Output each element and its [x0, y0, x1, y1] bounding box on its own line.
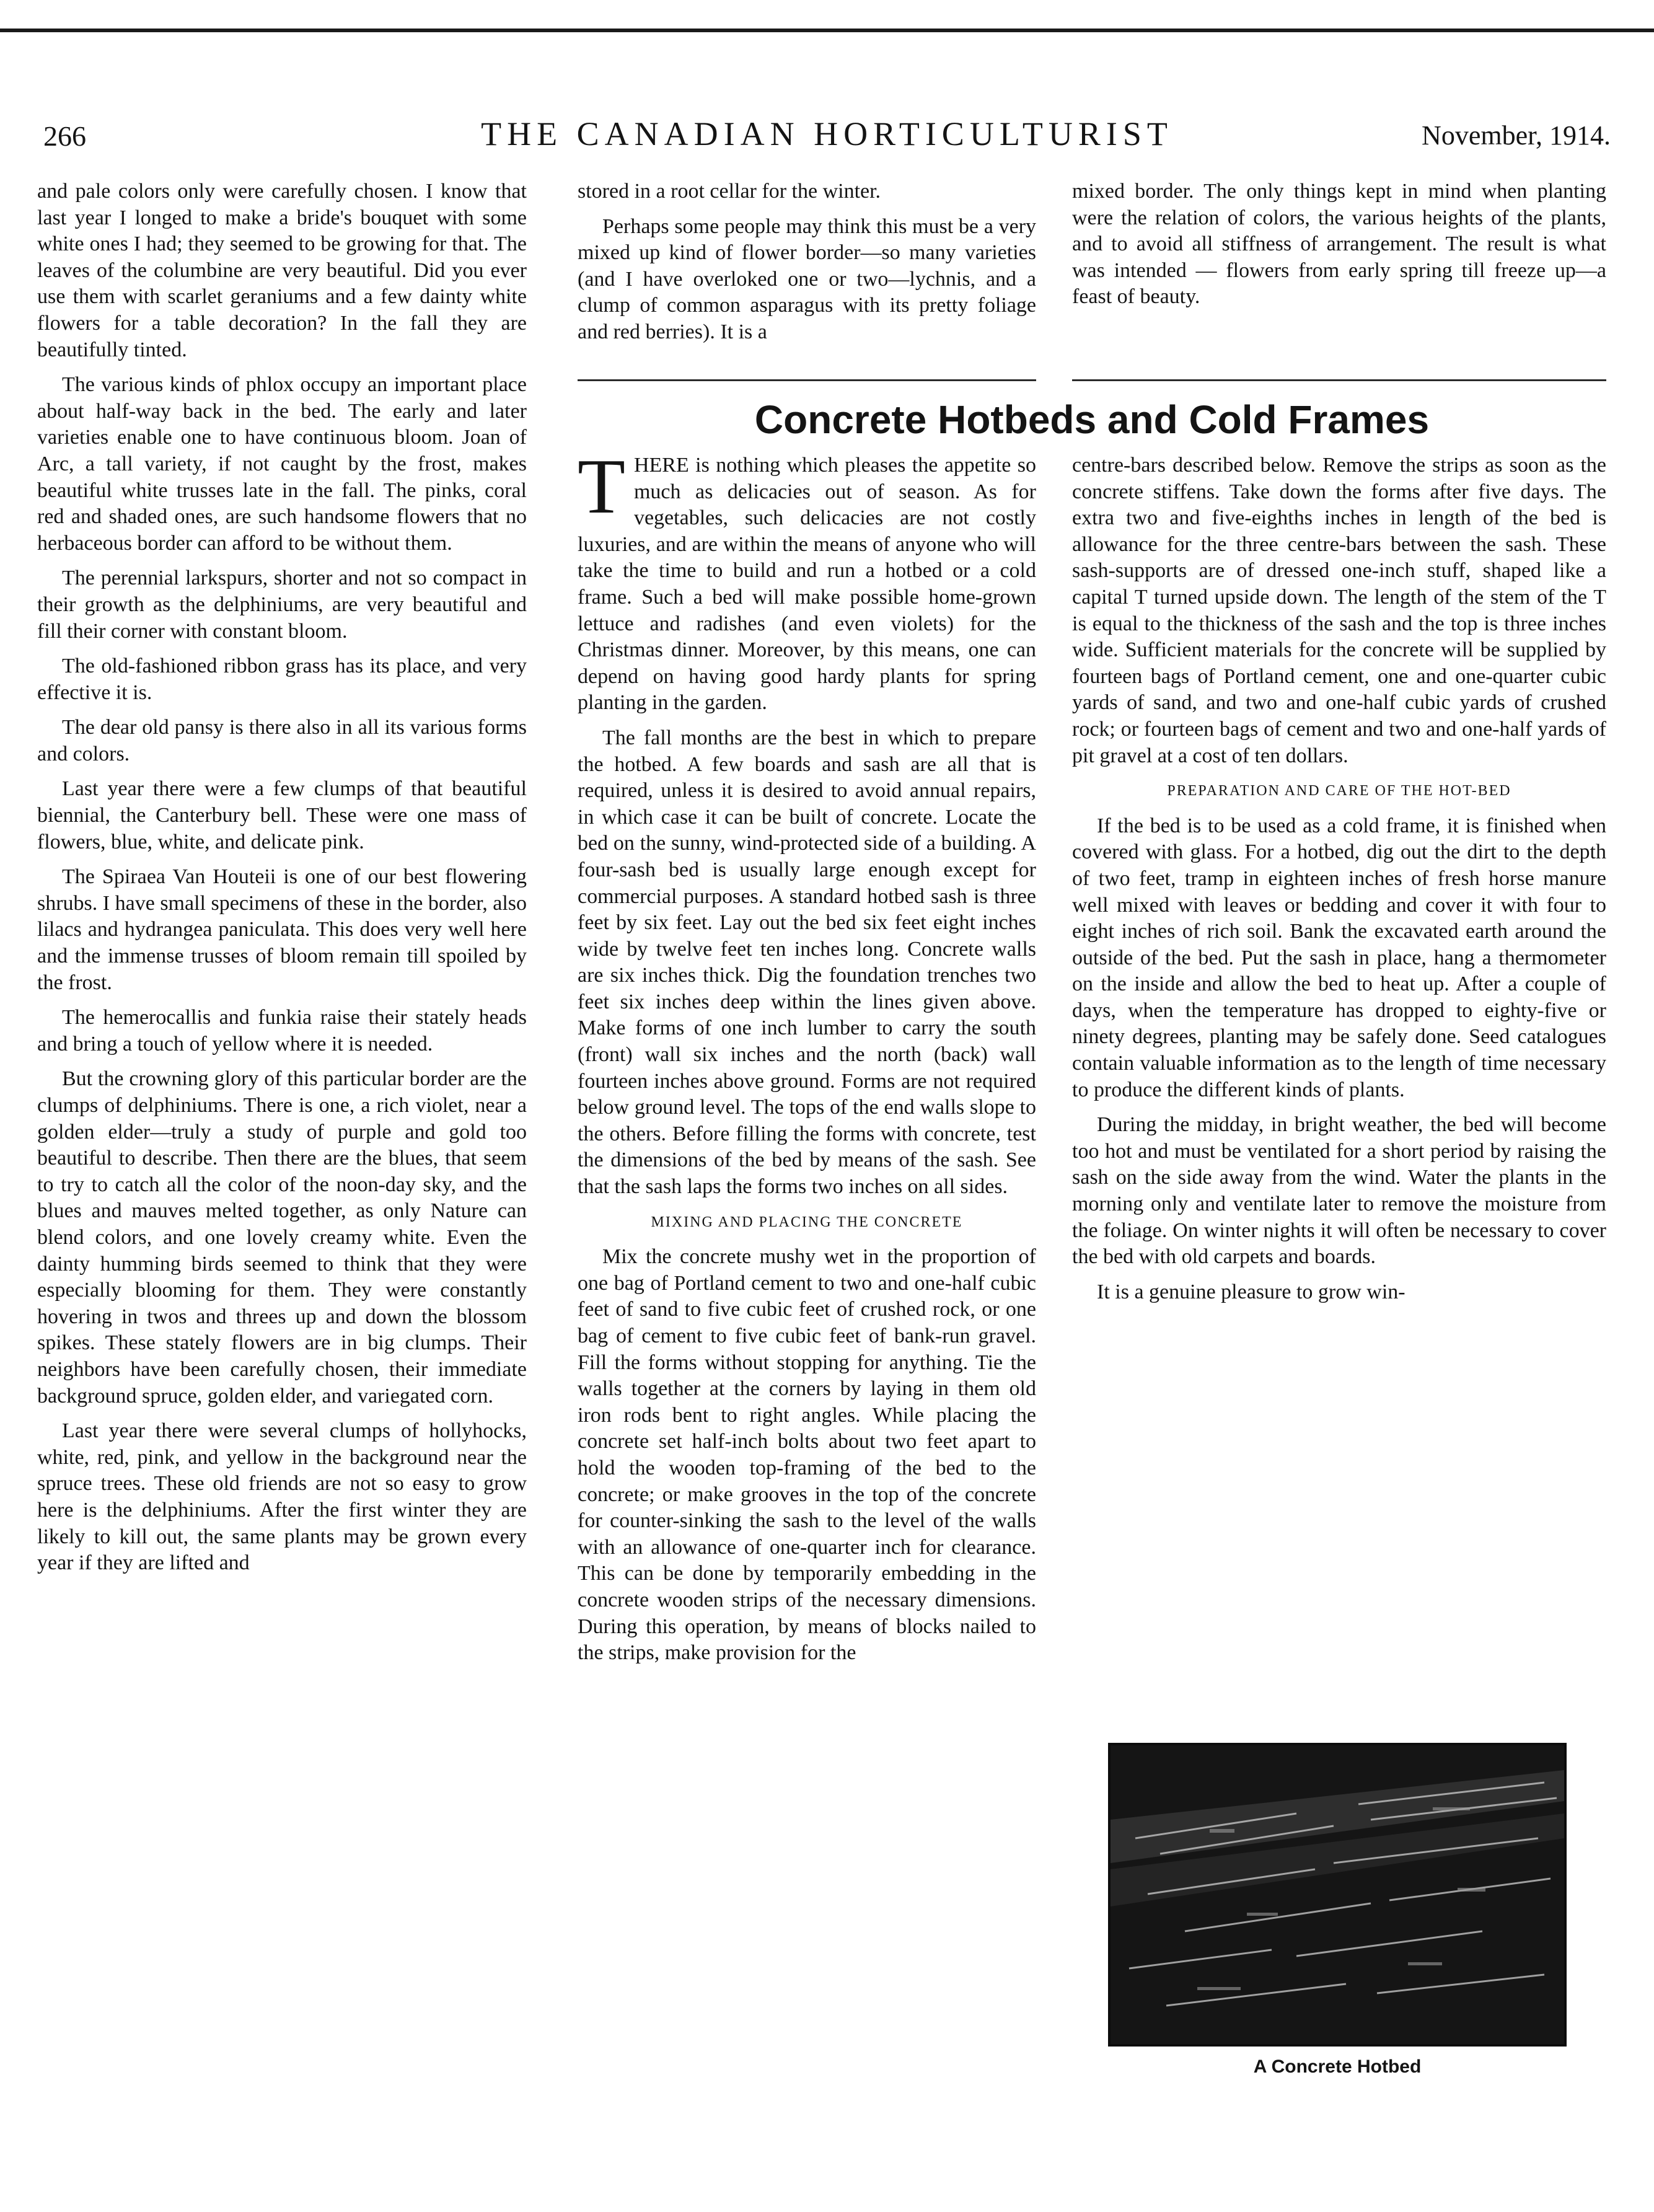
- paragraph: If the bed is to be used as a cold frame, it is finished when covered with glass. For a hotbed, dig out the dirt to the depth of two feet, tramp in eighteen inches of fresh horse manure well mixed with leaves or bedding and cover it with four to eight inches of rich soil. Bank the excavated earth around the outside of the bed. Put the sash in place, hang a thermometer on the inside and allow the bed to heat up. After a couple of days, when the temperature has dropped to eighty-five or ninety degrees, planting may be safely done. Seed catalogues contain valuable information as to the length of time necessary to produce the different kinds of plants.: [1072, 814, 1606, 1101]
- section-divider: [578, 379, 1036, 381]
- paragraph: Mix the concrete mushy wet in the proportion of one bag of Portland cement to two and one-half cubic feet of sand to five cubic feet of crushed rock, or one bag of cement to five cubic feet of bank-run gravel. Fill the forms without stopping for anything. Tie the walls together at the corners by laying in them old iron rods bent to right angles. While placing the concrete set half-inch bolts about two feet apart to hold the wooden top-framing of the bed to the concrete; or make grooves in the top of the concrete for counter-sinking the sash to the level of the walls with an allowance of one-quarter inch for clearance. This can be done by temporarily embedding in the concrete wooden strips of the necessary dimensions. During this operation, by means of blocks nailed to the strips, make provision for the: [578, 1245, 1036, 1665]
- paragraph: Perhaps some people may think this must be a very mixed up kind of flower border—so many varieties (and I have overloked one or two—lychnis, and a clump of common asparagus with its pretty foliage and red berries). It is a: [578, 214, 1036, 343]
- paragraph: Last year there were a few clumps of that beautiful biennial, the Canterbury bell. These were one mass of flowers, blue, white, and delicate pink.: [37, 777, 527, 853]
- paragraph: The dear old pansy is there also in all its various forms and colors.: [37, 716, 527, 765]
- middle-top-column: [578, 178, 1036, 355]
- paragraph: During the midday, in bright weather, the bed will become too hot and must be ventilated for a short period by raising the sash on the side away from the wind. Water the plants in the morning only and ventilate later to remove the moisture from the foliage. On winter nights it will often be necessary to cover the bed with old carpets and boards.: [1072, 1113, 1606, 1269]
- left-column: [37, 178, 527, 2193]
- lead-text: HERE is nothing which pleases the appetite so much as delicacies out of season. As for vegetables, such delicacies are not costly luxuries, and are within the means of anyone who will take the time to build and run a hotbed or a cold frame. Such a bed will make possible home-grown lettuce and radishes (and even violets) for the Christmas dinner. Moreover, by this means, one can depend on having good hardy plants for spring planting in the garden.: [578, 454, 1036, 715]
- paragraph: But the crowning glory of this particular border are the clumps of delphiniums. There is one, a rich violet, near a golden elder—truly a study of purple and gold too beautiful to describe. Then there are the blues, that seem to try to catch all the color of the noon-day sky, and the blues and mauves melted together, as only Nature can blend colors, and one lovely creamy white. Even the dainty humming birds seemed to think that they were especially blooming for them. They were constantly hovering in twos and threes up and down the blossom spikes. These stately flowers are in big clumps. Their neighbors have been carefully chosen, their immediate background spruce, golden elder, and variegated corn.: [37, 1067, 527, 1408]
- paragraph: It is a genuine pleasure to grow win-: [1097, 1280, 1405, 1303]
- subhead-mixing: MIXING AND PLACING THE CONCRETE: [651, 1214, 963, 1230]
- paragraph: The Spiraea Van Houteii is one of our best flowering shrubs. I have small specimens of these in the border, also lilacs and hydrangea paniculata. This does very well here and the immense trusses of bloom remain till spoiled by the frost.: [37, 865, 527, 994]
- lead-paragraph: [578, 452, 1036, 716]
- paragraph: and pale colors only were carefully chosen. I know that last year I longed to make a bride's bouquet with some white ones I had; they seemed to be growing for that. The leaves of the columbine are very beautiful. Did you ever use them with scarlet geraniums and a few dainty white flowers for a table decoration? In the fall they are beautifully tinted.: [37, 180, 527, 361]
- paragraph: mixed border. The only things kept in mind when planting were the relation of colors, the various heights of the plants, and to avoid all stiffness of arrangement. The result is what was intended — flowers from early spring till freeze up—a feast of beauty.: [1072, 180, 1606, 309]
- journal-title: THE CANADIAN HORTICULTURIST: [481, 115, 1173, 152]
- paragraph: stored in a root cellar for the winter.: [578, 180, 881, 203]
- paragraph: The hemerocallis and funkia raise their stately heads and bring a touch of yellow where it is needed.: [37, 1006, 527, 1055]
- article-right-column: [1072, 452, 1606, 1735]
- figure-caption: A Concrete Hotbed: [1253, 2056, 1422, 2077]
- page-header: [0, 115, 1654, 164]
- subhead-care: PREPARATION AND CARE OF THE HOT-BED: [1167, 783, 1511, 800]
- article-title: Concrete Hotbeds and Cold Frames: [754, 397, 1430, 442]
- issue-date: November, 1914.: [1422, 120, 1611, 151]
- hotbed-photo: [1108, 1743, 1567, 2047]
- hotbed-photo-image: [1111, 1745, 1564, 2044]
- paragraph: The perennial larkspurs, shorter and not so compact in their growth as the delphiniums, are very beautiful and fill their corner with constant bloom.: [37, 566, 527, 643]
- paragraph: The fall months are the best in which to prepare the hotbed. A few boards and sash are all that is required, unless it is desired to avoid annual repairs, in which case it can be built of concrete. Locate the bed on the sunny, wind-protected side of a building. A four-sash bed is usually large enough except for commercial purposes. A standard hotbed sash is three feet by six feet. Lay out the bed six feet eight inches wide by twelve feet ten inches long. Concrete walls are six inches thick. Dig the foundation trenches two feet six inches deep within the lines given above. Make forms of one inch lumber to carry the south (front) wall six inches and the north (back) wall fourteen inches above ground. Forms are not required below ground level. The tops of the end walls slope to the others. Before filling the forms with concrete, test the dimensions of the bed by means of the sash. See that the sash laps the forms two inches on all sides.: [578, 726, 1036, 1199]
- paragraph: The various kinds of phlox occupy an important place about half-way back in the bed. The early and later varieties enable one to have continuous bloom. Joan of Arc, a tall variety, if not caught by the frost, makes beautiful white trusses late in the fall. The pinks, coral red and shaded ones, are such handsome flowers that no herbaceous border can afford to be without them.: [37, 373, 527, 555]
- paragraph: Last year there were several clumps of hollyhocks, white, red, pink, and yellow in the background near the spruce trees. These old friends are not so easy to grow here is the delphiniums. After the first winter they are likely to kill out, the same plants may be grown every year if they are lifted and: [37, 1419, 527, 1575]
- page-number: 266: [43, 120, 86, 152]
- top-rule: [0, 29, 1654, 32]
- right-top-column: [1072, 178, 1606, 319]
- paragraph: centre-bars described below. Remove the strips as soon as the concrete stiffens. Take down the forms after five days. The extra two and five-eighths inches in length of the bed is allowance for the three centre-bars between the sash. These sash-supports are of dressed one-inch stuff, shaped like a capital T turned upside down. The length of the stem of the T is equal to the thickness of the sash and the top is three inches wide. Sufficient materials for the concrete will be supplied by fourteen bags of Portland cement, one and one-quarter cubic yards of sand, and two and one-half cubic yards of crushed rock; or fourteen bags of cement and two and one-half yards of pit gravel at a cost of ten dollars.: [1072, 454, 1606, 767]
- article-middle-column: [578, 452, 1036, 2194]
- paragraph: The old-fashioned ribbon grass has its place, and very effective it is.: [37, 654, 527, 704]
- drop-cap: T: [578, 452, 625, 530]
- section-divider: [1072, 379, 1606, 381]
